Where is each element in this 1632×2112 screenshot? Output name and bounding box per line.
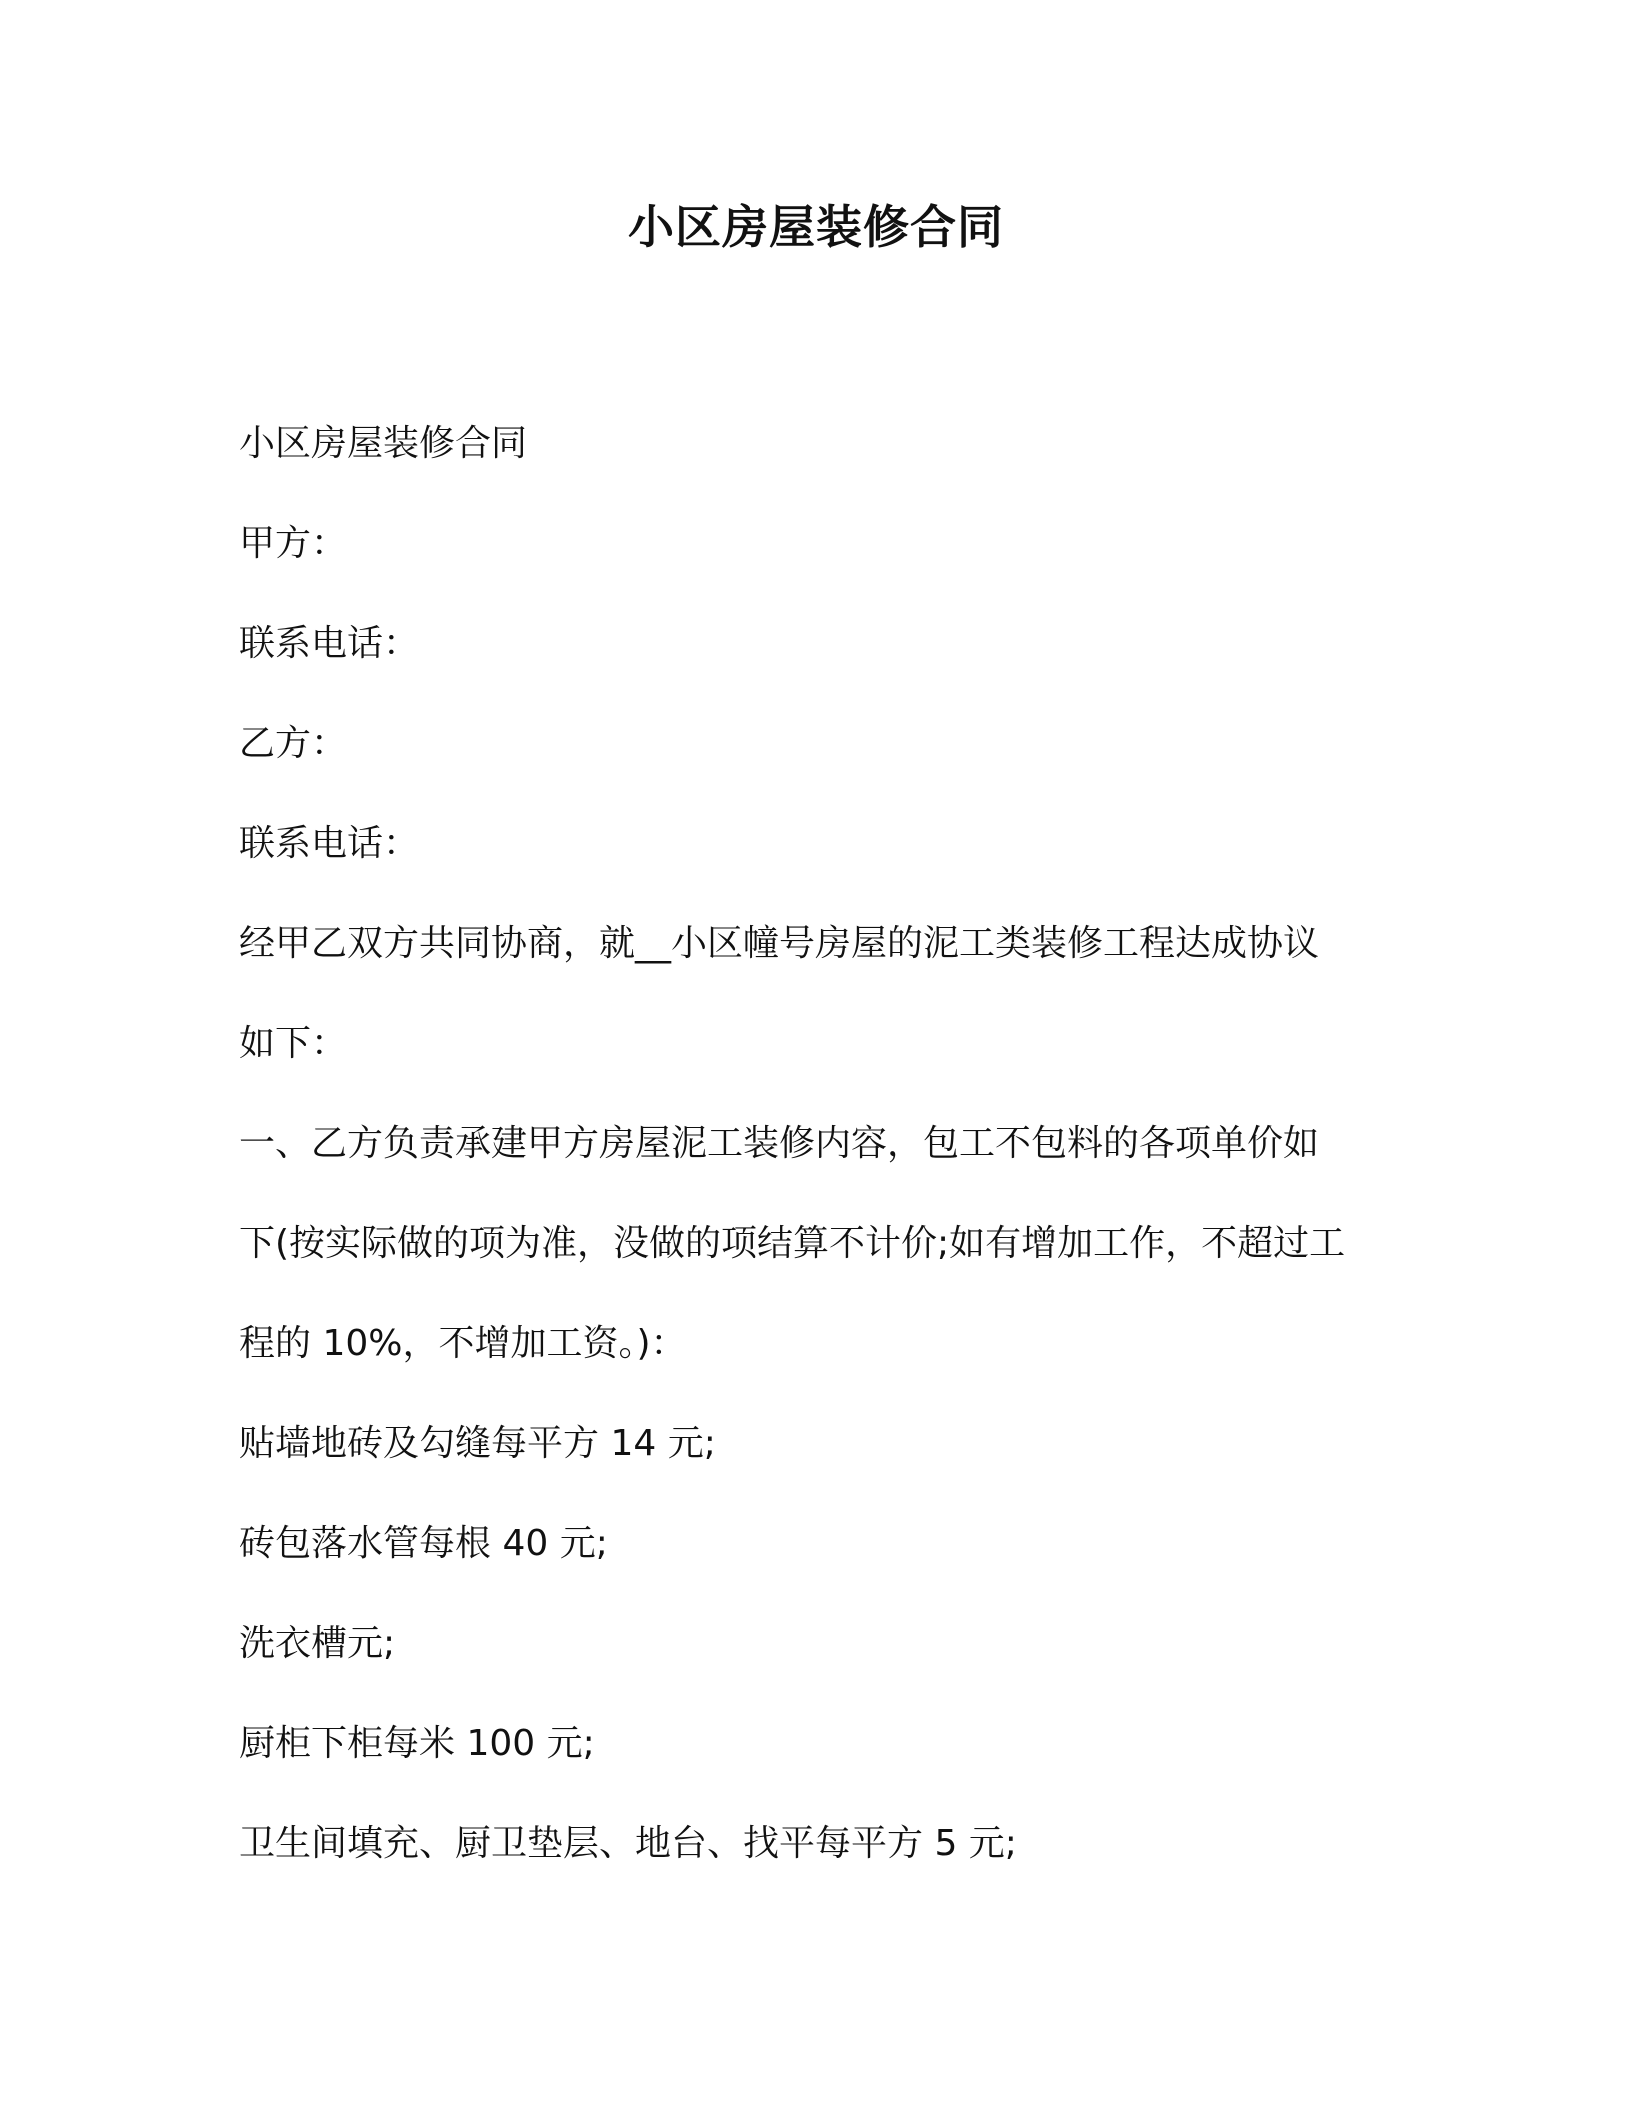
doc-line-party-a-phone: 联系电话：: [239, 623, 420, 664]
doc-line-agreement-2: 如下：: [239, 1023, 348, 1064]
doc-line-party-a: 甲方：: [239, 523, 348, 564]
doc-line-clause-1-a: 一、乙方负责承建甲方房屋泥工装修内容，包工不包料的各项单价如: [239, 1123, 1320, 1164]
doc-line-agreement-1: 经甲乙双方共同协商，就__小区幢号房屋的泥工类装修工程达成协议: [239, 923, 1320, 964]
doc-line-clause-1-b: 下(按实际做的项为准，没做的项结算不计价;如有增加工作，不超过工: [239, 1223, 1346, 1264]
doc-line-price-pipe: 砖包落水管每根 40 元;: [239, 1523, 608, 1564]
doc-line-clause-1-c: 程的 10%，不增加工资。)：: [239, 1323, 687, 1364]
doc-line-party-b-phone: 联系电话：: [239, 823, 420, 864]
doc-line-party-b: 乙方：: [239, 723, 348, 764]
doc-line-price-cabinet: 厨柜下柜每米 100 元;: [239, 1723, 595, 1764]
document-title: 小区房屋装修合同: [628, 200, 1004, 254]
doc-line-price-bathroom: 卫生间填充、厨卫垫层、地台、找平每平方 5 元;: [239, 1823, 1017, 1864]
doc-line-price-tile: 贴墙地砖及勾缝每平方 14 元;: [239, 1423, 716, 1464]
doc-line-heading: 小区房屋装修合同: [239, 423, 528, 464]
doc-line-price-sink: 洗衣槽元;: [239, 1623, 396, 1664]
